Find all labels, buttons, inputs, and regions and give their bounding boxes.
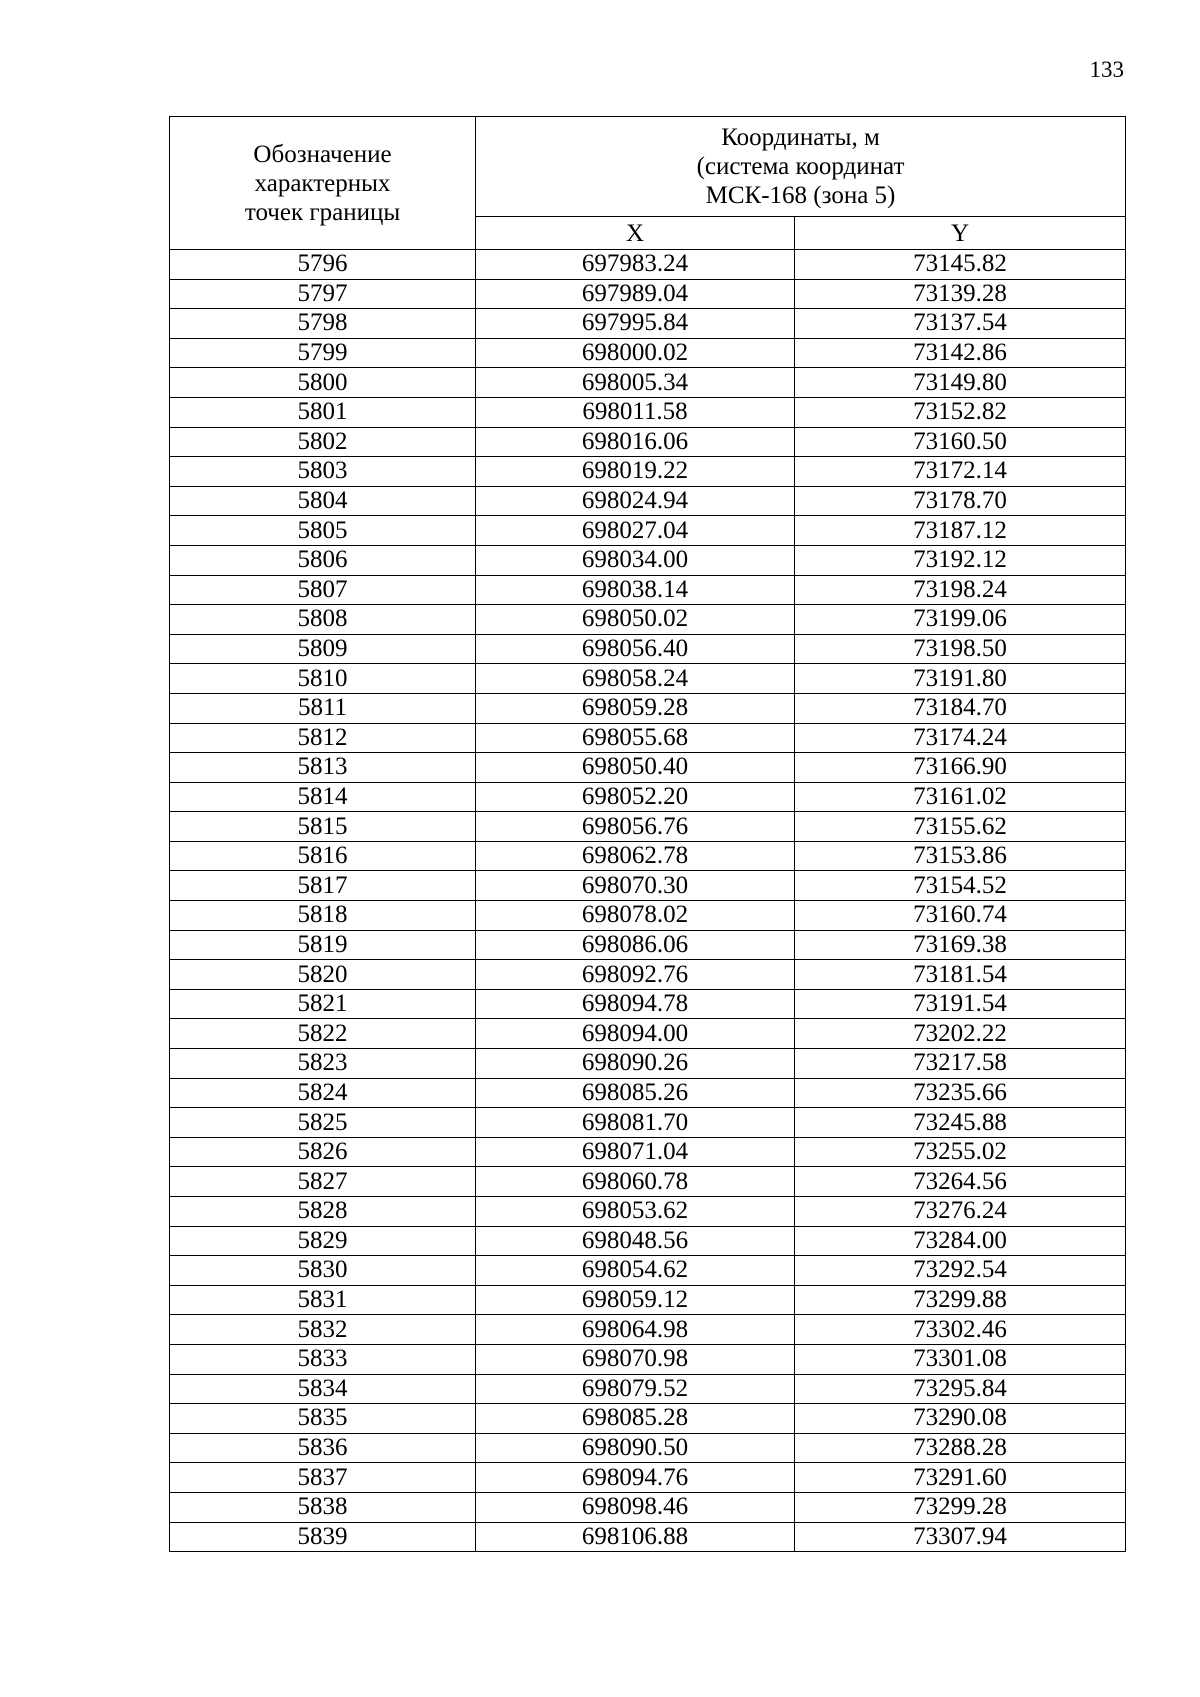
point-cell: 5809 (170, 634, 476, 664)
table-row (170, 960, 1126, 990)
point-cell: 5805 (170, 516, 476, 546)
point-cell: 5830 (170, 1256, 476, 1286)
x-coordinate-cell: 698070.98 (476, 1344, 795, 1374)
table-row (170, 901, 1126, 931)
x-coordinate-cell: 698058.24 (476, 664, 795, 694)
point-cell: 5808 (170, 605, 476, 635)
x-coordinate-cell: 698078.02 (476, 901, 795, 931)
page-number: 133 (1089, 57, 1124, 82)
y-coordinate-cell: 73288.28 (795, 1433, 1126, 1463)
point-cell: 5832 (170, 1315, 476, 1345)
table-row (170, 989, 1126, 1019)
table-row (170, 1522, 1126, 1552)
point-cell: 5829 (170, 1226, 476, 1256)
x-coordinate-cell: 698098.46 (476, 1492, 795, 1522)
x-coordinate-cell: 698081.70 (476, 1108, 795, 1138)
x-coordinate-cell: 698085.26 (476, 1078, 795, 1108)
table-row (170, 1197, 1126, 1227)
y-coordinate-cell: 73291.60 (795, 1463, 1126, 1493)
coordinates-header-line: МСК-168 (зона 5) (705, 182, 896, 209)
y-coordinate-cell: 73178.70 (795, 486, 1126, 516)
y-coordinate-cell: 73295.84 (795, 1374, 1126, 1404)
y-coordinate-cell: 73299.88 (795, 1285, 1126, 1315)
point-cell: 5816 (170, 841, 476, 871)
designation-header-line: точек границы (244, 198, 401, 226)
y-coordinate-cell: 73284.00 (795, 1226, 1126, 1256)
y-coordinate-cell: 73217.58 (795, 1049, 1126, 1079)
y-coordinate-cell: 73149.80 (795, 368, 1126, 398)
x-coordinate-cell: 698019.22 (476, 457, 795, 487)
table-row (170, 1374, 1126, 1404)
table-row (170, 575, 1126, 605)
y-column-header: Y (795, 217, 1126, 250)
x-coordinate-cell: 698060.78 (476, 1167, 795, 1197)
table-row (170, 1404, 1126, 1434)
point-cell: 5838 (170, 1492, 476, 1522)
x-coordinate-cell: 698011.58 (476, 397, 795, 427)
x-coordinate-cell: 698053.62 (476, 1197, 795, 1227)
table-row (170, 812, 1126, 842)
y-coordinate-cell: 73302.46 (795, 1315, 1126, 1345)
point-cell: 5839 (170, 1522, 476, 1552)
table-header (170, 117, 1126, 250)
x-coordinate-cell: 697995.84 (476, 309, 795, 339)
point-cell: 5799 (170, 338, 476, 368)
y-coordinate-cell: 73307.94 (795, 1522, 1126, 1552)
y-coordinate-cell: 73160.74 (795, 901, 1126, 931)
point-cell: 5836 (170, 1433, 476, 1463)
y-coordinate-cell: 73290.08 (795, 1404, 1126, 1434)
table-row (170, 486, 1126, 516)
x-coordinate-cell: 698092.76 (476, 960, 795, 990)
point-cell: 5825 (170, 1108, 476, 1138)
y-coordinate-cell: 73145.82 (795, 250, 1126, 280)
point-cell: 5812 (170, 723, 476, 753)
coordinates-header (476, 117, 1126, 217)
table-row (170, 427, 1126, 457)
table-row (170, 693, 1126, 723)
table-row (170, 723, 1126, 753)
table-row (170, 664, 1126, 694)
table-row (170, 605, 1126, 635)
point-cell: 5813 (170, 753, 476, 783)
x-coordinate-cell: 698106.88 (476, 1522, 795, 1552)
point-cell: 5821 (170, 989, 476, 1019)
point-cell: 5834 (170, 1374, 476, 1404)
x-coordinate-cell: 698054.62 (476, 1256, 795, 1286)
point-cell: 5815 (170, 812, 476, 842)
table-row (170, 1344, 1126, 1374)
x-coordinate-cell: 698085.28 (476, 1404, 795, 1434)
x-coordinate-cell: 698094.76 (476, 1463, 795, 1493)
x-coordinate-cell: 697989.04 (476, 279, 795, 309)
y-coordinate-cell: 73292.54 (795, 1256, 1126, 1286)
y-coordinate-cell: 73139.28 (795, 279, 1126, 309)
point-cell: 5802 (170, 427, 476, 457)
designation-header-line: Обозначение (253, 140, 392, 168)
y-coordinate-cell: 73181.54 (795, 960, 1126, 990)
y-coordinate-cell: 73160.50 (795, 427, 1126, 457)
y-coordinate-cell: 73235.66 (795, 1078, 1126, 1108)
x-coordinate-cell: 698094.78 (476, 989, 795, 1019)
coordinates-header-line: Координаты, м (721, 124, 880, 151)
x-coordinate-cell: 698056.40 (476, 634, 795, 664)
x-coordinate-cell: 698034.00 (476, 545, 795, 575)
table-row (170, 250, 1126, 280)
y-coordinate-cell: 73169.38 (795, 930, 1126, 960)
x-coordinate-cell: 698048.56 (476, 1226, 795, 1256)
x-coordinate-cell: 698052.20 (476, 782, 795, 812)
y-coordinate-cell: 73187.12 (795, 516, 1126, 546)
point-cell: 5823 (170, 1049, 476, 1079)
point-cell: 5811 (170, 693, 476, 723)
table-row (170, 871, 1126, 901)
table-row (170, 1137, 1126, 1167)
coordinates-header-line: (система координат (696, 153, 905, 180)
y-coordinate-cell: 73137.54 (795, 309, 1126, 339)
y-coordinate-cell: 73264.56 (795, 1167, 1126, 1197)
table-row (170, 1256, 1126, 1286)
y-coordinate-cell: 73198.50 (795, 634, 1126, 664)
designation-header (170, 117, 476, 250)
table-row (170, 1315, 1126, 1345)
x-coordinate-cell: 698056.76 (476, 812, 795, 842)
table-row (170, 930, 1126, 960)
y-coordinate-cell: 73202.22 (795, 1019, 1126, 1049)
point-cell: 5835 (170, 1404, 476, 1434)
table-row (170, 1019, 1126, 1049)
x-coordinate-cell: 698000.02 (476, 338, 795, 368)
point-cell: 5826 (170, 1137, 476, 1167)
y-coordinate-cell: 73174.24 (795, 723, 1126, 753)
x-coordinate-cell: 698090.26 (476, 1049, 795, 1079)
x-coordinate-cell: 698059.12 (476, 1285, 795, 1315)
table-row (170, 841, 1126, 871)
x-coordinate-cell: 698070.30 (476, 871, 795, 901)
point-cell: 5800 (170, 368, 476, 398)
point-cell: 5824 (170, 1078, 476, 1108)
x-coordinate-cell: 698050.02 (476, 605, 795, 635)
y-coordinate-cell: 73191.54 (795, 989, 1126, 1019)
x-coordinate-cell: 698062.78 (476, 841, 795, 871)
point-cell: 5828 (170, 1197, 476, 1227)
x-coordinate-cell: 698086.06 (476, 930, 795, 960)
y-coordinate-cell: 73172.14 (795, 457, 1126, 487)
point-cell: 5837 (170, 1463, 476, 1493)
table-row (170, 1285, 1126, 1315)
table-body (170, 250, 1126, 1552)
table-row (170, 634, 1126, 664)
x-coordinate-cell: 698050.40 (476, 753, 795, 783)
x-coordinate-cell: 698071.04 (476, 1137, 795, 1167)
table-row (170, 1167, 1126, 1197)
point-cell: 5797 (170, 279, 476, 309)
x-coordinate-cell: 698016.06 (476, 427, 795, 457)
x-coordinate-cell: 698005.34 (476, 368, 795, 398)
point-cell: 5804 (170, 486, 476, 516)
point-cell: 5831 (170, 1285, 476, 1315)
point-cell: 5827 (170, 1167, 476, 1197)
table-row (170, 1226, 1126, 1256)
y-coordinate-cell: 73192.12 (795, 545, 1126, 575)
point-cell: 5806 (170, 545, 476, 575)
table-row (170, 338, 1126, 368)
table-row (170, 279, 1126, 309)
point-cell: 5833 (170, 1344, 476, 1374)
point-cell: 5801 (170, 397, 476, 427)
point-cell: 5814 (170, 782, 476, 812)
table-row (170, 1433, 1126, 1463)
x-coordinate-cell: 698038.14 (476, 575, 795, 605)
table-row (170, 516, 1126, 546)
table-row (170, 1078, 1126, 1108)
y-coordinate-cell: 73166.90 (795, 753, 1126, 783)
y-coordinate-cell: 73161.02 (795, 782, 1126, 812)
x-coordinate-cell: 698055.68 (476, 723, 795, 753)
y-coordinate-cell: 73299.28 (795, 1492, 1126, 1522)
point-cell: 5817 (170, 871, 476, 901)
y-coordinate-cell: 73198.24 (795, 575, 1126, 605)
table-row (170, 1492, 1126, 1522)
point-cell: 5798 (170, 309, 476, 339)
x-column-header: X (476, 217, 795, 250)
y-coordinate-cell: 73191.80 (795, 664, 1126, 694)
y-coordinate-cell: 73245.88 (795, 1108, 1126, 1138)
point-cell: 5819 (170, 930, 476, 960)
table-row (170, 397, 1126, 427)
y-coordinate-cell: 73301.08 (795, 1344, 1126, 1374)
x-coordinate-cell: 697983.24 (476, 250, 795, 280)
point-cell: 5796 (170, 250, 476, 280)
point-cell: 5810 (170, 664, 476, 694)
y-coordinate-cell: 73153.86 (795, 841, 1126, 871)
table-row (170, 1049, 1126, 1079)
y-coordinate-cell: 73199.06 (795, 605, 1126, 635)
y-coordinate-cell: 73184.70 (795, 693, 1126, 723)
y-coordinate-cell: 73152.82 (795, 397, 1126, 427)
table-row (170, 368, 1126, 398)
y-coordinate-cell: 73154.52 (795, 871, 1126, 901)
table-row (170, 457, 1126, 487)
table-row (170, 782, 1126, 812)
y-coordinate-cell: 73276.24 (795, 1197, 1126, 1227)
point-cell: 5818 (170, 901, 476, 931)
table-row (170, 753, 1126, 783)
point-cell: 5820 (170, 960, 476, 990)
table-row (170, 545, 1126, 575)
x-coordinate-cell: 698059.28 (476, 693, 795, 723)
point-cell: 5803 (170, 457, 476, 487)
x-coordinate-cell: 698024.94 (476, 486, 795, 516)
y-coordinate-cell: 73255.02 (795, 1137, 1126, 1167)
y-coordinate-cell: 73142.86 (795, 338, 1126, 368)
table-row (170, 1108, 1126, 1138)
x-coordinate-cell: 698090.50 (476, 1433, 795, 1463)
point-cell: 5807 (170, 575, 476, 605)
point-cell: 5822 (170, 1019, 476, 1049)
x-coordinate-cell: 698064.98 (476, 1315, 795, 1345)
x-coordinate-cell: 698094.00 (476, 1019, 795, 1049)
coordinates-table (169, 116, 1126, 1552)
designation-header-line: характерных (254, 169, 391, 197)
table-row (170, 309, 1126, 339)
x-coordinate-cell: 698079.52 (476, 1374, 795, 1404)
y-coordinate-cell: 73155.62 (795, 812, 1126, 842)
x-coordinate-cell: 698027.04 (476, 516, 795, 546)
table-row (170, 1463, 1126, 1493)
